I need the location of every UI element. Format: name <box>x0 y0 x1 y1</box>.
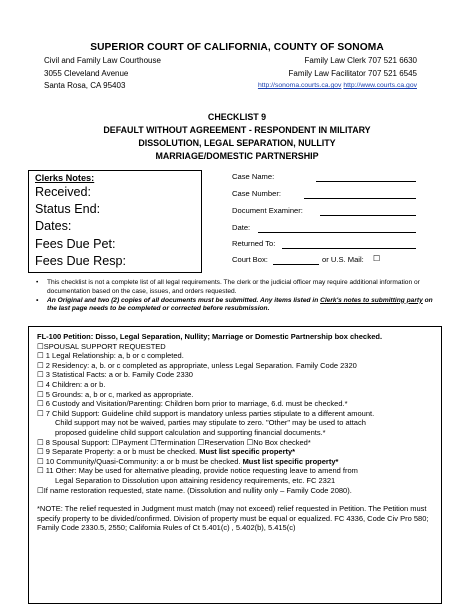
clerk-notes-box <box>28 170 202 273</box>
bullet-text: This checklist is not a complete list of all legal requirements. The clerk or the judicial officer may require additional information or documentation based on the case, issues, and orders requested. <box>47 279 420 295</box>
fl100-heading: FL-100 Petition: Disso, Legal Separation, Nullity; Marriage or Domestic Partnership box checked. <box>37 332 383 341</box>
bullet-text-part1: An Original and two (2) copies of all documents must be submitted. Any items listed in <box>47 296 321 304</box>
courthouse-address <box>44 55 161 93</box>
case-name-label: Case Name: <box>232 172 275 181</box>
item-8-spousal-support[interactable]: ☐ 8 Spousal Support: ☐Payment ☐Termination ☐Reservation ☐No Box checked* <box>37 437 311 447</box>
clerk-note-status-end: Status End: <box>35 202 101 217</box>
item-3-statistical-facts[interactable]: ☐ 3 Statistical Facts: a or b. Family Code 2330 <box>37 370 193 380</box>
sonoma-courts-link[interactable]: http://sonoma.courts.ca.gov <box>257 82 342 89</box>
item-1-legal-relationship[interactable]: ☐ 1 Legal Relationship: a, b or c completed. <box>37 351 184 361</box>
bullet-dot: • <box>36 296 39 304</box>
case-number-field[interactable] <box>304 198 416 199</box>
document-examiner-field[interactable] <box>320 215 416 216</box>
spousal-support-requested-checkbox[interactable]: ☐SPOUSAL SUPPORT REQUESTED <box>37 341 166 351</box>
clerk-note-received: Received: <box>35 185 92 199</box>
item-11-continuation: Legal Separation to Dissolution upon attaining residency requirements, etc. FC 2321 <box>55 475 336 485</box>
item-2-residency[interactable]: ☐ 2 Residency: a, b. or c completed as appropriate, unless Legal Separation. Family Code 2320 <box>37 360 357 370</box>
document-examiner-label: Document Examiner: <box>232 206 303 215</box>
clerks-notes-reference: Clerk's notes to submitting party <box>320 296 423 304</box>
court-box-label: Court Box: <box>232 255 268 264</box>
bullet-text-part3: on the last page needs to be completed or corrected before resubmission. <box>47 296 433 313</box>
returned-to-label: Returned To: <box>232 239 276 248</box>
or-us-mail-label: or U.S. Mail: <box>322 255 364 264</box>
checklist-number: CHECKLIST 9 <box>207 112 267 122</box>
date-field[interactable] <box>258 232 416 233</box>
name-restoration-checkbox[interactable]: ☐If name restoration requested, state name. (Dissolution and nullity only – Family Code 2080). <box>37 485 352 495</box>
item-7-continuation: Child support may not be waived, parties may stipulate to zero. "Other" may be used to attach <box>55 418 366 428</box>
item-10-text: ☐ 10 Community/Quasi-Community: a or b must be checked. <box>37 456 243 466</box>
item-6-custody[interactable]: ☐ 6 Custody and Visitation/Parenting: Children born prior to marriage, 6.d. must be checked.* <box>37 399 348 409</box>
petition-checklist-box <box>28 326 442 604</box>
item-4-children[interactable]: ☐ 4 Children: a or b. <box>37 379 106 389</box>
clerk-note-fees-due-pet: Fees Due Pet: <box>35 236 116 251</box>
returned-to-field[interactable] <box>282 248 416 249</box>
item-9-text: ☐ 9 Separate Property: a or b must be checked. <box>37 447 200 457</box>
item-9-separate-property[interactable] <box>37 447 433 457</box>
clerk-notes-heading: Clerks Notes: <box>35 173 95 183</box>
court-name: SUPERIOR COURT OF CALIFORNIA, COUNTY OF SONOMA <box>90 42 384 53</box>
item-7-continuation: proposed guideline child support calculation and supporting financial documents.* <box>55 427 326 437</box>
clerk-note-fees-due-resp: Fees Due Resp: <box>35 253 126 268</box>
court-box-field[interactable] <box>273 264 319 265</box>
bullet-not-complete-list <box>36 279 438 297</box>
bullet-original-copies <box>36 297 438 315</box>
family-law-facilitator-phone: Family Law Facilitator 707 521 6545 <box>288 68 417 78</box>
item-9-emphasis: Must list specific property* <box>199 447 296 457</box>
relief-note: *NOTE: The relief requested in Judgment must match (may not exceed) relief requested in Petition. The Petition must specify property to be divided/confirmed. Division of property must be equal or equalized. FC 4336, Code Civ Pro 580; Family Code 2330.5, 2550; California Rules of Ct 5.401(c) , 5.402(b), 5.415(c) <box>37 504 429 533</box>
address-line: 3055 Cleveland Avenue <box>44 68 129 78</box>
california-courts-link[interactable]: http://www.courts.ca.gov <box>343 82 417 89</box>
court-contacts <box>258 55 417 93</box>
item-7-child-support[interactable]: ☐ 7 Child Support: Guideline child support is mandatory unless parties stipulate to a different amount. <box>37 408 375 418</box>
instruction-bullets <box>36 279 438 314</box>
address-line: Santa Rosa, CA 95403 <box>44 81 126 90</box>
case-number-label: Case Number: <box>232 189 281 198</box>
address-line: Civil and Family Law Courthouse <box>44 56 161 65</box>
bullet-dot: • <box>36 279 39 286</box>
checklist-title-line-1: DEFAULT WITHOUT AGREEMENT - RESPONDENT IN MILITARY <box>103 125 371 135</box>
item-11-other[interactable]: ☐ 11 Other: May be used for alternative pleading, provide notice requesting leave to amend from <box>37 466 358 476</box>
family-law-clerk-phone: Family Law Clerk 707 521 6630 <box>304 56 417 65</box>
checklist-title-line-2: DISSOLUTION, LEGAL SEPARATION, NULLITY <box>138 138 336 148</box>
us-mail-checkbox[interactable]: ☐ <box>373 254 381 263</box>
case-name-field[interactable] <box>316 181 416 182</box>
date-label: Date: <box>232 223 251 232</box>
item-5-grounds[interactable]: ☐ 5 Grounds: a, b or c, marked as appropriate. <box>37 389 194 399</box>
item-10-emphasis: Must list specific property* <box>242 456 339 466</box>
checklist-title-line-3: MARRIAGE/DOMESTIC PARTNERSHIP <box>155 151 319 161</box>
item-10-community-property[interactable] <box>37 457 433 467</box>
clerk-note-dates: Dates: <box>35 219 72 234</box>
